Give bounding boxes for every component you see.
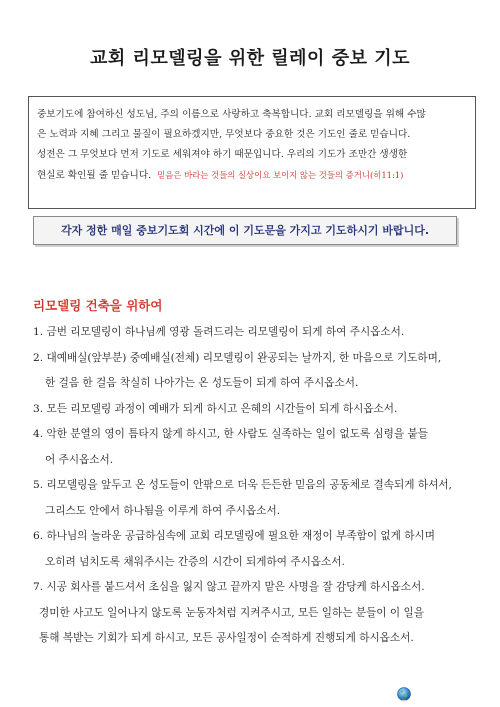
globe-icon	[396, 686, 412, 702]
prayer-line: 5. 리모델링을 앞두고 온 성도들이 안팎으로 더욱 든든한 믿음의 공동체로 결속되게 하셔서,	[33, 479, 452, 491]
prayer-item-3	[33, 397, 465, 423]
prayer-line: 3. 모든 리모델링 과정이 예배가 되게 하시고 은혜의 시간들이 되게 하시옵소서.	[33, 402, 398, 415]
intro-line: 은 노력과 지혜 그리고 물질이 필요하겠지만, 무엇보다 중요한 것은 기도인 줄로 믿습니다.	[37, 129, 411, 140]
prayer-line-continued: 경미한 사고도 일어나지 않도록 눈동자처럼 지켜주시고, 모든 일하는 분들이 이 일을	[39, 606, 424, 619]
prayer-line: 1. 금번 리모델링이 하나님께 영광 돌려드리는 리모델링이 되게 하여 주시옵소서.	[33, 326, 405, 338]
prayer-item-2	[33, 346, 465, 397]
prayer-line: 6. 하나님의 놀라운 공급하심속에 교회 리모델링에 필요한 재정이 부족함이 없게 하시며	[33, 530, 435, 542]
prayer-line: 4. 악한 분열의 영이 틈타지 않게 하시고, 한 사람도 실족하는 일이 없도록 심령을 붙들	[33, 428, 428, 440]
bible-verse: 믿음은 바라는 것들의 실상이요 보이지 않는 것들의 증거니(히11:1)	[157, 170, 404, 180]
prayer-item-6	[33, 524, 465, 575]
page-title: 교회 리모델링을 위한 릴레이 중보 기도	[89, 48, 411, 69]
prayer-line-continued: 어 주시옵소서.	[45, 453, 114, 466]
prayer-item-4	[33, 422, 465, 473]
intro-line: 중보기도에 참여하신 성도님, 주의 이름으로 사랑하고 축복합니다. 교회 리모델링을 위해 수많	[37, 109, 426, 120]
intro-line-text: 현실로 확인될 줄 믿습니다.	[37, 170, 152, 181]
intro-line: 성전은 그 무엇보다 먼저 기도로 세워져야 하기 때문입니다. 우리의 기도가 조만간 생생한	[37, 149, 408, 160]
notice-banner: 각자 정한 매일 중보기도회 시간에 이 기도문을 가지고 기도하시기 바랍니다.	[33, 216, 457, 245]
prayer-item-7	[33, 575, 465, 652]
prayer-line: 7. 시공 회사를 붙드셔서 초심을 잃지 않고 끝까지 맡은 사명을 잘 감당케 하시옵소서.	[33, 581, 425, 593]
prayer-line-continued: 오히려 넘치도록 채워주시는 간증의 시간이 되게하여 주시옵소서.	[45, 555, 345, 568]
section-heading: 리모델링 건축을 위하여	[33, 298, 163, 313]
prayer-line-continued: 그리스도 안에서 하나됨을 이루게 하여 주시옵소서.	[45, 504, 281, 517]
prayer-item-5	[33, 473, 465, 524]
prayer-line: 2. 대예배실(앞부분) 중예배실(전체) 리모델링이 완공되는 날까지, 한 마음으로 기도하며,	[33, 351, 442, 364]
prayer-list	[33, 320, 465, 652]
prayer-item-1	[33, 320, 465, 346]
prayer-line-continued: 한 걸음 한 걸음 착실히 나아가는 온 성도들이 되게 하여 주시옵소서.	[45, 377, 359, 389]
prayer-line-continued: 통해 복받는 기회가 되게 하시고, 모든 공사일정이 순적하게 진행되게 하시옵소서.	[39, 632, 414, 644]
intro-box	[28, 96, 476, 209]
intro-line-last	[37, 165, 469, 186]
